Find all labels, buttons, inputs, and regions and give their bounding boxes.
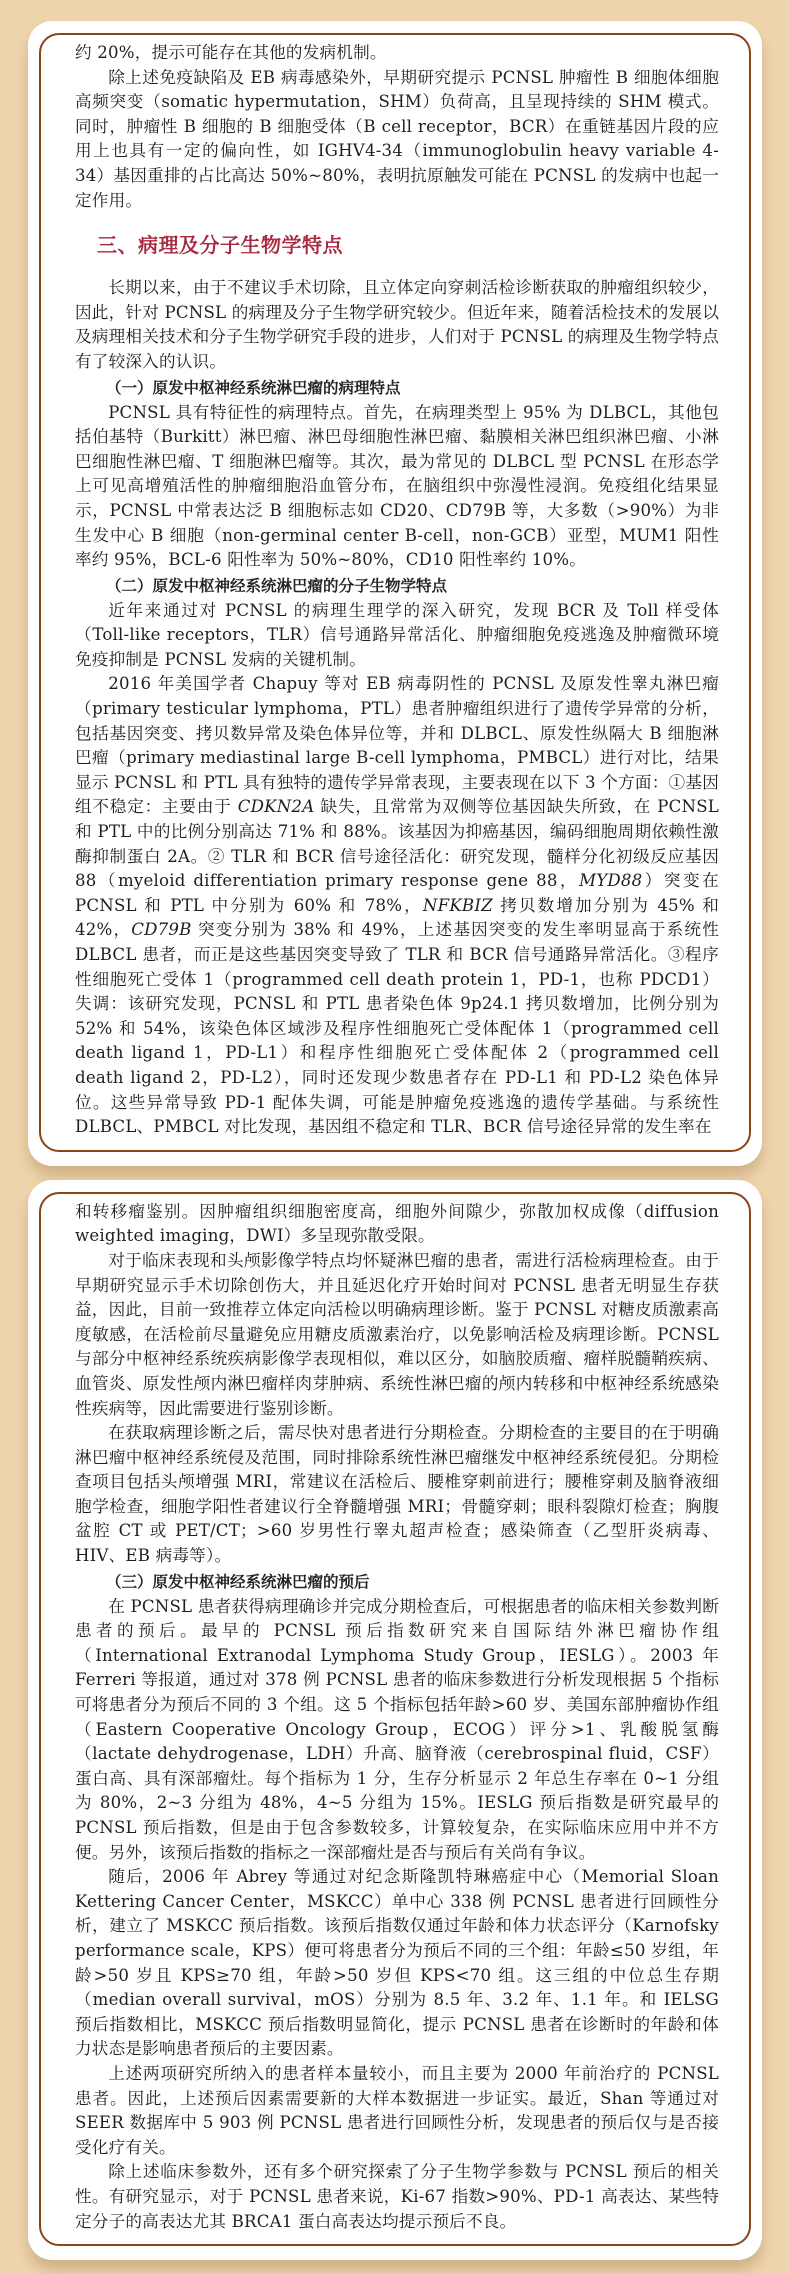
section-heading: 三、病理及分子生物学特点 <box>97 233 343 258</box>
paragraph: 除上述免疫缺陷及 EB 病毒感染外，早期研究提示 PCNSL 肿瘤性 B 细胞体细胞高频突变（somatic hypermutation，SHM）负荷高，且呈现持续的 SHM 模式。同时，肿瘤性 B 细胞的 B 细胞受体（B cell receptor，BCR）在重链基因片段的应用上也具有一定的偏向性，如 IGHV4-34（immunoglobulin heavy variable 4-34）基因重排的占比高达 50%~80%，表明抗原触发可能在 PCNSL 的发病中也起一定作用。 <box>75 67 719 210</box>
page-card-1 <box>28 21 762 1166</box>
text-segment: 拷贝数增加分别为 45% 和 42%， <box>75 895 719 940</box>
gene-name: CDKN2A <box>237 797 315 817</box>
card-frame <box>39 33 751 1152</box>
paragraph: 上述两项研究所纳入的患者样本量较小，而且主要为 2000 年前治疗的 PCNSL 患者。因此，上述预后因素需要新的大样本数据进一步证实。最近，Shan 等通过对 SEER 数据库中 5 903 例 PCNSL 患者进行回顾性分析，发现患者的预后仅与是否接受化疗有关。 <box>75 2063 719 2157</box>
card-frame <box>39 1192 751 2246</box>
page-card-2 <box>28 1180 762 2260</box>
paragraph: 随后，2006 年 Abrey 等通过对纪念斯隆凯特琳癌症中心（Memorial Sloan Kettering Cancer Center，MSKCC）单中心 338 例 PCNSL 患者进行回顾性分析，建立了 MSKCC 预后指数。该预后指数仅通过年龄和体力状态评分（Karnofsky performance scale，KPS）便可将患者分为预后不同的三个组：年龄≤50 岁组，年龄>50 岁且 KPS≥70 组，年龄>50 岁但 KPS<70 组。这三组的中位总生存期（median overall survival，mOS）分别为 8.5 年、3.2 年、1.1 年。和 IELSG 预后指数相比，MSKCC 预后指数明显简化，提示 PCNSL 患者在诊断时的年龄和体力状态是影响患者预后的主要因素。 <box>75 1867 719 2059</box>
paragraph: 和转移瘤鉴别。因肿瘤组织细胞密度高，细胞外间隙少，弥散加权成像（diffusion weighted imaging，DWI）多呈现弥散受限。 <box>75 1201 719 1246</box>
subsection-heading: （三）原发中枢神经系统淋巴瘤的预后 <box>106 1572 370 1591</box>
paragraph: 长期以来，由于不建议手术切除，且立体定向穿刺活检诊断获取的肿瘤组织较少，因此，针对 PCNSL 的病理及分子生物学研究较少。但近年来，随着活检技术的发展以及病理相关技术和分子生物学研究手段的进步，人们对于 PCNSL 的病理及生物学特点有了较深入的认识。 <box>75 278 719 371</box>
paragraph: 在 PCNSL 患者获得病理确诊并完成分期检查后，可根据患者的临床相关参数判断患者的预后。最早的 PCNSL 预后指数研究来自国际结外淋巴瘤协作组（International Extranodal Lymphoma Study Group，IESLG）。2003 年 Ferreri 等报道，通过对 378 例 PCNSL 患者的临床参数进行分析发现根据 5 个指标可将患者分为预后不同的 3 个组。这 5 个指标包括年龄>60 岁、美国东部肿瘤协作组（Eastern Cooperative Oncology Group，ECOG）评分>1、乳酸脱氢酶（lactate dehydrogenase，LDH）升高、脑脊液（cerebrospinal fluid，CSF）蛋白高、具有深部瘤灶。每个指标为 1 分，生存分析显示 2 年总生存率在 0~1 分组为 80%，2~3 分组为 48%，4~5 分组为 15%。IESLG 预后指数是研究最早的 PCNSL 预后指数，但是由于包含参数较多，计算较复杂，在实际临床应用中并不方便。另外，该预后指数的指标之一深部瘤灶是否与预后有关尚有争议。 <box>75 1596 719 1862</box>
paragraph <box>75 672 719 1139</box>
text-segment: 2016 年美国学者 Chapuy 等对 EB 病毒阴性的 PCNSL 及原发性睾丸淋巴瘤（primary testicular lymphoma，PTL）患者肿瘤组织进行了遗传学异常的分析，包括基因突变、拷贝数异常及染色体异位等，并和 DLBCL、原发性纵隔大 B 细胞淋巴瘤（primary mediastinal large B-cell lymphoma，PMBCL）进行对比，结果显示 PCNSL 和 PTL 具有独特的遗传学异常表现，主要表现在以下 3 个方面：①基因组不稳定：主要由于 <box>75 674 719 817</box>
paragraph: 对于临床表现和头颅影像学特点均怀疑淋巴瘤的患者，需进行活检病理检查。由于早期研究显示手术切除创伤大，并且延迟化疗开始时间对 PCNSL 患者无明显生存获益，因此，目前一致推荐立体定向活检以明确病理诊断。鉴于 PCNSL 对糖皮质激素高度敏感，在活检前尽量避免应用糖皮质激素治疗，以免影响活检及病理诊断。PCNSL 与部分中枢神经系统疾病影像学表现相似，难以区分，如脑胶质瘤、瘤样脱髓鞘疾病、血管炎、原发性颅内淋巴瘤样肉芽肿病、系统性淋巴瘤的颅内转移和中枢神经系统感染性疾病等，因此需要进行鉴别诊断。 <box>75 1250 719 1418</box>
text-segment: ）突变在 PCNSL 和 PTL 中分别为 60% 和 78%， <box>75 871 719 915</box>
paragraph: 约 20%，提示可能存在其他的发病机制。 <box>75 43 387 62</box>
paragraph: 在获取病理诊断之后，需尽快对患者进行分期检查。分期检查的主要目的在于明确淋巴瘤中枢神经系统侵及范围，同时排除系统性淋巴瘤继发中枢神经系统侵犯。分期检查项目包括头颅增强 MRI，常建议在活检后、腰椎穿刺前进行；腰椎穿刺及脑脊液细胞学检查，细胞学阳性者建议行全脊髓增强 MRI；骨髓穿刺；眼科裂隙灯检查；胸腹盆腔 CT 或 PET/CT；>60 岁男性行睾丸超声检查；感染筛查（乙型肝炎病毒、HIV、EB 病毒等）。 <box>75 1423 719 1566</box>
paragraph: PCNSL 具有特征性的病理特点。首先，在病理类型上 95% 为 DLBCL，其他包括伯基特（Burkitt）淋巴瘤、淋巴母细胞性淋巴瘤、黏膜相关淋巴组织淋巴瘤、小淋巴细胞性淋巴瘤、T 细胞淋巴瘤等。其次，最为常见的 DLBCL 型 PCNSL 在形态学上可见高增殖活性的肿瘤细胞沿血管分布，在脑组织中弥漫性浸润。免疫组化结果显示，PCNSL 中常表达泛 B 细胞标志如 CD20、CD79B 等，大多数（>90%）为非生发中心 B 细胞（non-germinal center B-cell，non-GCB）亚型，MUM1 阳性率约 95%，BCL-6 阳性率为 50%~80%，CD10 阳性率约 10%。 <box>75 402 719 570</box>
gene-name: CD79B <box>131 920 192 940</box>
text-segment: 突变分别为 38% 和 49%，上述基因突变的发生率明显高于系统性 DLBCL 患者，而正是这些基因突变导致了 TLR 和 BCR 信号通路异常活化。③程序性细胞死亡受体 1（programmed cell death protein 1，PD-1，也称 PDCD1）失调：该研究发现，PCNSL 和 PTL 患者染色体 9p24.1 拷贝数增加，比例分别为 52% 和 54%，该染色体区域涉及程序性细胞死亡受体配体 1（programmed cell death ligand 1，PD-L1）和程序性细胞死亡受体配体 2（programmed cell death ligand 2，PD-L2），同时还发现少数患者存在 PD-L1 和 PD-L2 染色体异位。这些异常导致 PD-1 配体失调，可能是肿瘤免疫逃逸的遗传学基础。与系统性 DLBCL、PMBCL 对比发现，基因组不稳定和 TLR、BCR 信号途径异常的发生率在 <box>75 920 719 1137</box>
paragraph: 近年来通过对 PCNSL 的病理生理学的深入研究，发现 BCR 及 Toll 样受体（Toll-like receptors，TLR）信号通路异常活化、肿瘤细胞免疫逃逸及肿瘤微环境免疫抑制是 PCNSL 发病的关键机制。 <box>75 600 719 669</box>
subsection-heading: （二）原发中枢神经系统淋巴瘤的分子生物学特点 <box>106 576 448 595</box>
subsection-heading: （一）原发中枢神经系统淋巴瘤的病理特点 <box>106 378 401 397</box>
text-segment: 缺失，且常常为双侧等位基因缺失所致，在 PCNSL 和 PTL 中的比例分别高达 71% 和 88%。该基因为抑癌基因，编码细胞周期依赖性激酶抑制蛋白 2A。② TLR 和 BCR 信号途径活化：研究发现，髓样分化初级反应基因 88（myeloid differentiation primary response gene 88， <box>75 797 719 891</box>
paragraph: 除上述临床参数外，还有多个研究探索了分子生物学参数与 PCNSL 预后的相关性。有研究显示，对于 PCNSL 患者来说，Ki-67 指数>90%、PD-1 高表达、某些特定分子的高表达尤其 BRCA1 蛋白高表达均提示预后不良。 <box>75 2162 719 2231</box>
gene-name: NFKBIZ <box>422 895 493 915</box>
gene-name: MYD88 <box>579 871 643 891</box>
